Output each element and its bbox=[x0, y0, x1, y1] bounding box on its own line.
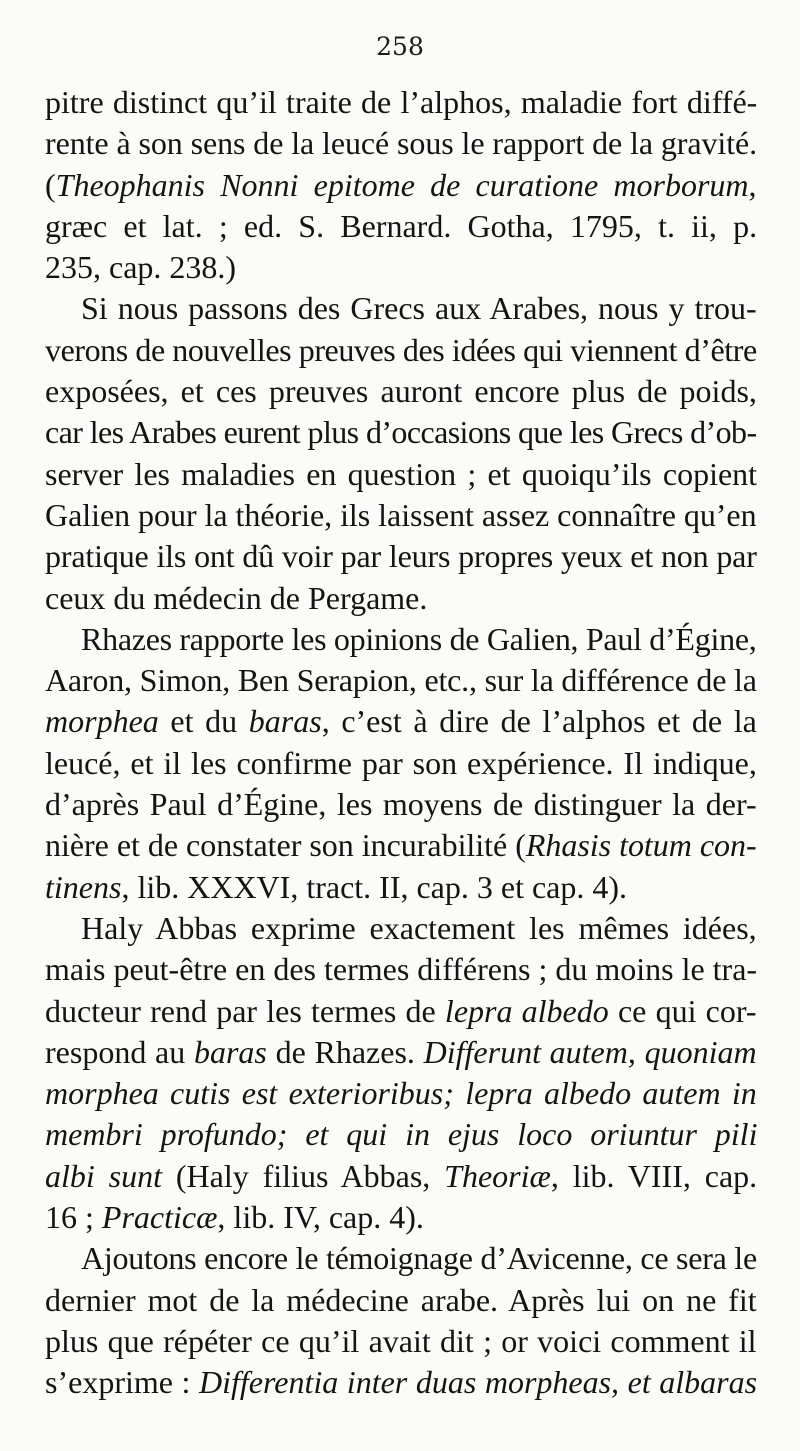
text-span: ceux du médecin de Pergame. bbox=[45, 579, 428, 616]
text-line bbox=[45, 165, 757, 206]
text-line bbox=[45, 82, 757, 123]
text-span: ducteur rend par les termes de bbox=[45, 992, 445, 1029]
text-line bbox=[45, 578, 757, 619]
italic-text: Differentia inter duas morpheas, et albaras bbox=[199, 1364, 757, 1401]
text-span: ce qui cor- bbox=[608, 992, 757, 1029]
text-span: de Rhazes. bbox=[266, 1033, 424, 1070]
text-span: (Haly filius Abbas, bbox=[162, 1157, 445, 1194]
italic-text: baras bbox=[248, 703, 322, 740]
text-line bbox=[45, 1156, 757, 1197]
text-line bbox=[45, 412, 757, 453]
text-line bbox=[45, 1032, 757, 1073]
italic-text: lepra albedo bbox=[444, 992, 609, 1029]
italic-text: morphea cutis est exterioribus; lepra albedo autem in bbox=[45, 1075, 757, 1112]
text-span: Rhazes rapporte les opinions de Galien, Paul d’Égine, bbox=[81, 620, 757, 657]
text-line bbox=[45, 949, 757, 990]
text-span: respond au bbox=[45, 1033, 194, 1070]
body-text bbox=[45, 82, 757, 1404]
text-span: Ajoutons encore le témoignage d’Avicenne, ce sera le bbox=[81, 1240, 757, 1277]
text-line bbox=[45, 454, 757, 495]
text-line bbox=[45, 784, 757, 825]
text-span: , lib. VIII, cap. bbox=[550, 1157, 757, 1194]
text-span: nière et de constater son incurabilité ( bbox=[45, 827, 526, 864]
text-line bbox=[45, 1238, 757, 1279]
italic-text: tinens bbox=[45, 868, 122, 905]
text-line bbox=[45, 1073, 757, 1114]
text-span: s’exprime : bbox=[45, 1364, 199, 1401]
text-line bbox=[45, 1114, 757, 1155]
text-line bbox=[45, 288, 757, 329]
text-span: , lib. IV, cap. 4). bbox=[217, 1199, 424, 1236]
text-span: verons de nouvelles preuves des idées qui viennent d’être bbox=[45, 331, 757, 368]
text-line bbox=[45, 701, 757, 742]
text-line bbox=[45, 330, 757, 371]
text-span: 235, cap. 238.) bbox=[45, 249, 237, 286]
text-line bbox=[45, 123, 757, 164]
text-line bbox=[45, 660, 757, 701]
text-line bbox=[45, 867, 757, 908]
text-span: server les maladies en question ; et quoiqu’ils copient bbox=[45, 455, 757, 492]
text-span: pratique ils ont dû voir par leurs propres yeux et non par bbox=[45, 538, 757, 575]
text-span: , bbox=[748, 166, 757, 203]
text-line bbox=[45, 495, 757, 536]
text-span: græc et lat. ; ed. S. Bernard. Gotha, 1795, t. ii, p. bbox=[45, 207, 757, 244]
text-span: exposées, et ces preuves auront encore plus de poids, bbox=[45, 373, 757, 410]
text-span: 16 ; bbox=[45, 1199, 102, 1236]
text-span: Haly Abbas exprime exactement les mêmes idées, bbox=[81, 909, 757, 946]
text-span: et du bbox=[158, 703, 249, 740]
italic-text: albi sunt bbox=[45, 1157, 162, 1194]
text-line bbox=[45, 619, 757, 660]
text-line bbox=[45, 536, 757, 577]
italic-text: Practicæ bbox=[101, 1199, 218, 1236]
italic-text: Theoriæ bbox=[444, 1157, 551, 1194]
text-line bbox=[45, 1321, 757, 1362]
text-line bbox=[45, 1197, 757, 1238]
text-span: , c’est à dire de l’alphos et de la bbox=[321, 703, 757, 740]
text-line bbox=[45, 247, 757, 288]
text-span: Aaron, Simon, Ben Serapion, etc., sur la différence de la bbox=[45, 662, 757, 699]
italic-text: baras bbox=[193, 1033, 267, 1070]
italic-text: Theophanis Nonni epitome de curatione morborum bbox=[55, 166, 749, 203]
text-span: Galien pour la théorie, ils laissent assez connaître qu’en bbox=[45, 496, 757, 533]
text-span: d’après Paul d’Égine, les moyens de distinguer la der- bbox=[45, 786, 757, 823]
text-line bbox=[45, 743, 757, 784]
text-span: plus que répéter ce qu’il avait dit ; or voici comment il bbox=[45, 1322, 757, 1359]
text-span: car les Arabes eurent plus d’occasions que les Grecs d’ob- bbox=[45, 414, 757, 451]
italic-text: morphea bbox=[45, 703, 159, 740]
text-span: ( bbox=[45, 166, 56, 203]
text-line bbox=[45, 825, 757, 866]
italic-text: membri profundo; et qui in ejus loco oriuntur pili bbox=[45, 1116, 757, 1153]
text-span: Si nous passons des Grecs aux Arabes, nous y trou- bbox=[81, 290, 757, 327]
text-span: mais peut-être en des termes différens ; du moins le tra- bbox=[45, 951, 757, 988]
italic-text: Differunt autem, quoniam bbox=[423, 1033, 757, 1070]
text-span: , lib. XXXVI, tract. II, cap. 3 et cap. 4). bbox=[121, 868, 628, 905]
text-line bbox=[45, 1280, 757, 1321]
page-number: 258 bbox=[376, 32, 424, 61]
text-line bbox=[45, 1362, 757, 1403]
text-line bbox=[45, 371, 757, 412]
text-line bbox=[45, 991, 757, 1032]
italic-text: Rhasis totum con- bbox=[525, 827, 757, 864]
text-span: rente à son sens de la leucé sous le rapport de la gravité. bbox=[45, 125, 757, 162]
text-line bbox=[45, 206, 757, 247]
text-span: leucé, et il les confirme par son expérience. Il indique, bbox=[45, 744, 757, 781]
text-span: pitre distinct qu’il traite de l’alphos, maladie fort diffé- bbox=[45, 84, 757, 120]
text-line bbox=[45, 908, 757, 949]
text-span: dernier mot de la médecine arabe. Après lui on ne fit bbox=[45, 1281, 757, 1318]
